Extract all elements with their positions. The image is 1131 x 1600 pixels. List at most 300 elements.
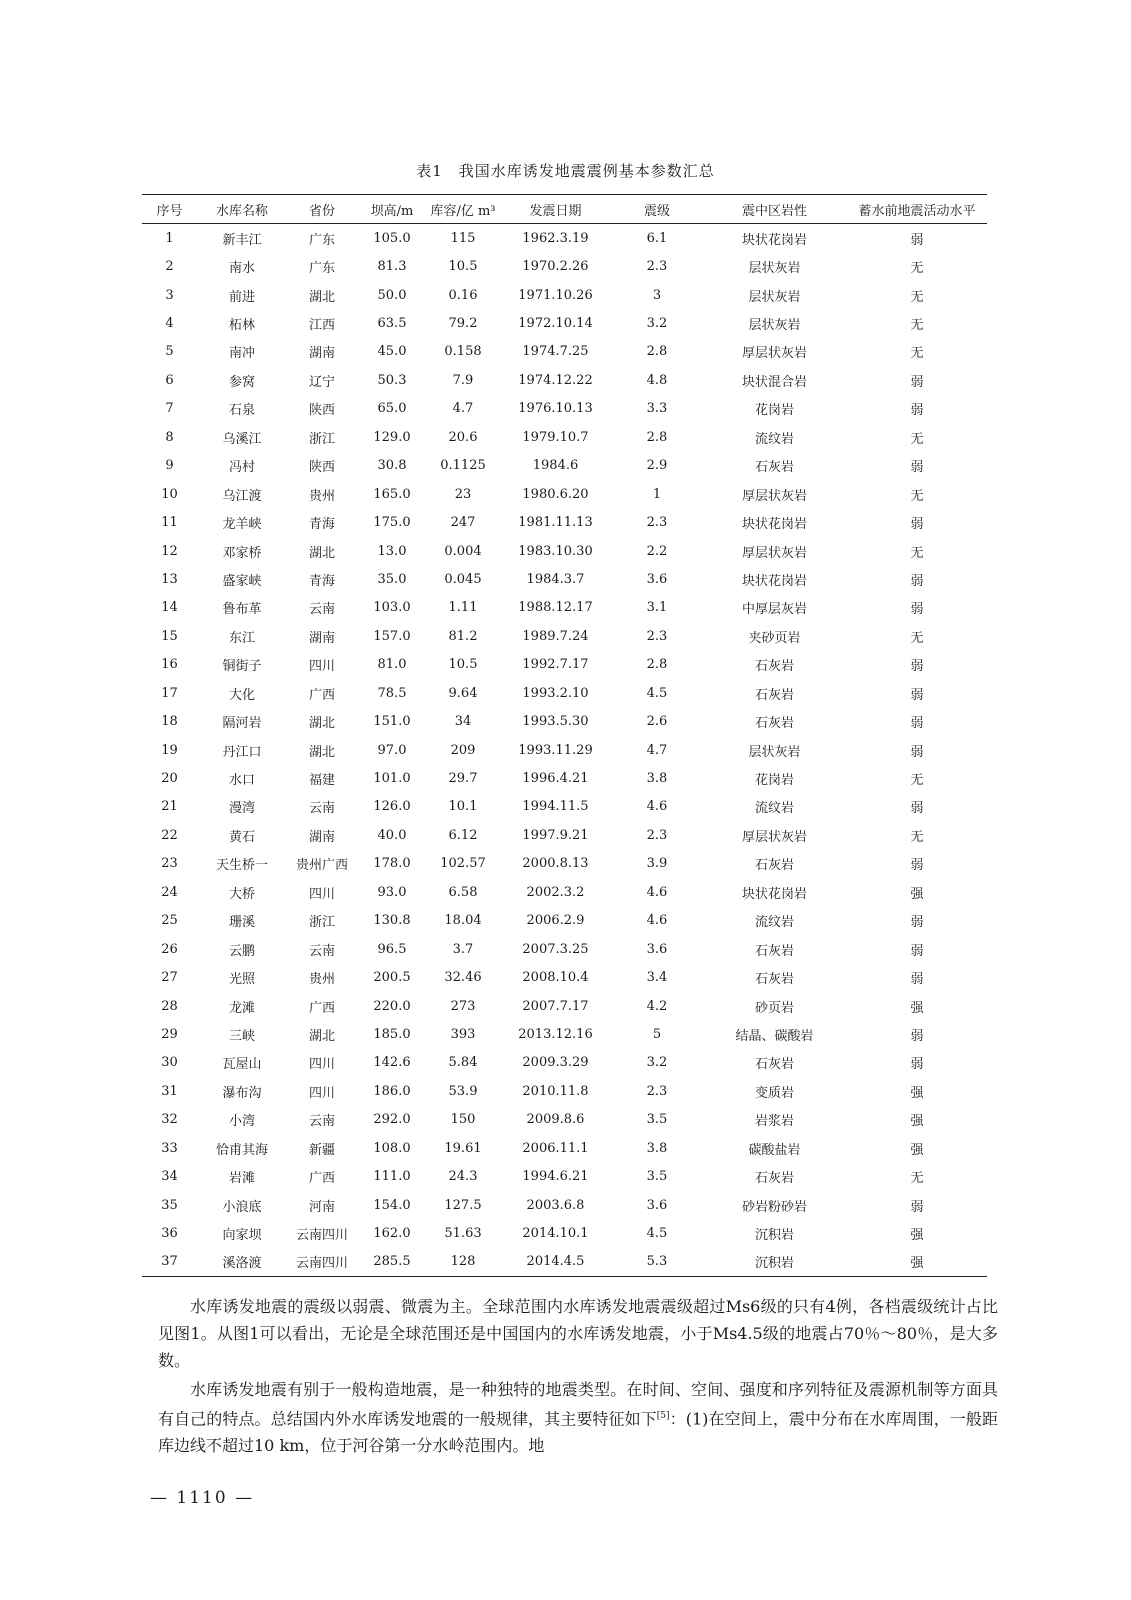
- table-cell: 厚层状灰岩: [741, 545, 807, 561]
- table-cell: 2.3: [646, 1083, 668, 1099]
- table-cell: 福建: [308, 773, 335, 789]
- table-cell: 23: [454, 486, 472, 502]
- table-cell: 20.6: [448, 429, 478, 445]
- header-dam-height: 坝高/m: [357, 195, 427, 224]
- table-row: [142, 622, 987, 650]
- page-number: — 1110 —: [150, 1488, 255, 1508]
- table-cell: 3.8: [646, 1140, 668, 1156]
- table-cell: 165.0: [373, 486, 411, 502]
- table-cell: 4.7: [646, 742, 668, 758]
- table-cell: 126.0: [373, 799, 411, 815]
- table-cell: 湖南: [308, 829, 335, 845]
- table-cell: 1974.12.22: [518, 372, 593, 388]
- table-cell: 6.58: [448, 884, 478, 900]
- table-cell: 102.57: [440, 856, 486, 872]
- table-cell: 湖南: [308, 630, 335, 646]
- table-row: [142, 1049, 987, 1077]
- table-cell: 广西: [308, 1171, 335, 1187]
- table-cell: 24: [161, 884, 178, 900]
- table-cell: 273: [450, 998, 476, 1014]
- table-cell: 5: [165, 344, 174, 360]
- table-cell: 1994.6.21: [522, 1169, 589, 1185]
- table-cell: 水口: [228, 773, 255, 789]
- table-cell: 13.0: [377, 543, 407, 559]
- table-cell: 块状花岗岩: [741, 232, 807, 248]
- table-cell: 无: [910, 829, 924, 845]
- body-paragraph-2: [158, 1376, 998, 1459]
- table-cell: 沉积岩: [702, 1248, 847, 1277]
- table-cell: 50.3: [377, 372, 407, 388]
- table-cell: 93.0: [377, 884, 407, 900]
- table-cell: 128: [427, 1248, 499, 1277]
- header-capacity: 库容/亿 m³: [427, 195, 499, 224]
- table-cell: 10.1: [448, 799, 478, 815]
- table-cell: 层状灰岩: [748, 289, 801, 305]
- table-cell: 2.9: [646, 458, 668, 474]
- table-cell: 广西: [308, 687, 335, 703]
- table-cell: 珊溪: [228, 915, 255, 931]
- header-province: 省份: [287, 195, 357, 224]
- table-cell: 0.1125: [440, 458, 486, 474]
- table-cell: 无: [910, 630, 924, 646]
- table-cell: 强: [847, 1248, 987, 1277]
- table-cell: 广东: [308, 261, 335, 277]
- table-cell: 块状花岗岩: [741, 573, 807, 589]
- table-cell: 溪洛渡: [197, 1248, 287, 1277]
- table-cell: 20: [161, 771, 178, 787]
- table-cell: 弱: [910, 573, 924, 589]
- table-cell: 2.3: [646, 259, 668, 275]
- table-cell: 瀑布沟: [222, 1085, 262, 1101]
- table-cell: 78.5: [377, 685, 407, 701]
- table-cell: 101.0: [373, 771, 411, 787]
- table-cell: 岩浆岩: [754, 1114, 794, 1130]
- header-reservoir-name: 水库名称: [197, 195, 287, 224]
- table-cell: 弱: [910, 659, 924, 675]
- table-cell: 浙江: [308, 915, 335, 931]
- table-cell: 砂页岩: [754, 1000, 794, 1016]
- table-cell: 51.63: [444, 1226, 482, 1242]
- table-cell: 2.8: [646, 344, 668, 360]
- table-row: [142, 309, 987, 337]
- table-cell: 3.4: [646, 970, 668, 986]
- table-cell: 4.6: [646, 884, 668, 900]
- table-cell: 无: [910, 346, 924, 362]
- table-cell: 1974.7.25: [522, 344, 589, 360]
- table-row: [142, 480, 987, 508]
- table-cell: 湖南: [308, 346, 335, 362]
- table-row: [142, 395, 987, 423]
- table-cell: 142.6: [373, 1055, 411, 1071]
- table-cell: 9.64: [448, 685, 478, 701]
- table-cell: 流纹岩: [754, 915, 794, 931]
- table-cell: 弱: [910, 744, 924, 760]
- table-cell: 新疆: [308, 1142, 335, 1158]
- table-cell: 2007.3.25: [522, 941, 589, 957]
- table-cell: 1972.10.14: [518, 316, 593, 332]
- table-cell: 24.3: [448, 1169, 478, 1185]
- table-cell: 34: [161, 1169, 178, 1185]
- table-cell: 弱: [910, 801, 924, 817]
- table-header-row: [142, 195, 987, 224]
- table-cell: 弱: [910, 716, 924, 732]
- table-cell: 7: [165, 401, 174, 417]
- table-cell: 弱: [910, 232, 924, 248]
- table-cell: 鲁布革: [222, 602, 262, 618]
- table-cell: 广东: [308, 232, 335, 248]
- paragraph-2-continued: ：(1)在空间上，震中分布在水库周围，一般距库边线不超过10 km，位于河谷第一分水岭范围内。地: [158, 1409, 998, 1456]
- table-cell: 5: [652, 1026, 662, 1042]
- table-cell: 石灰岩: [754, 858, 794, 874]
- table-cell: 32.46: [444, 970, 482, 986]
- table-cell: 四川: [308, 1057, 335, 1073]
- table-cell: 隔河岩: [222, 716, 262, 732]
- table-cell: 3.6: [646, 571, 668, 587]
- table-cell: 3.9: [646, 856, 668, 872]
- table-cell: 34: [454, 714, 472, 730]
- table-cell: 弱: [910, 1199, 924, 1215]
- table-cell: 63.5: [377, 316, 407, 332]
- table-cell: 50.0: [377, 287, 407, 303]
- table-cell: 0.045: [444, 571, 482, 587]
- table-cell: 厚层状灰岩: [741, 346, 807, 362]
- body-paragraph-1: 水库诱发地震的震级以弱震、微震为主。全球范围内水库诱发地震震级超过Ms6级的只有4例，各档震级统计占比见图1。从图1可以看出，无论是全球范围还是中国国内的水库诱发地震，小于Ms4.5级的地震占70％～80％，是大多数。: [158, 1297, 998, 1370]
- table-cell: 53.9: [448, 1083, 478, 1099]
- table-row: [142, 821, 987, 849]
- table-cell: 强: [910, 1228, 924, 1244]
- table-cell: 弱: [910, 687, 924, 703]
- table-cell: 南冲: [228, 346, 255, 362]
- table-cell: 向家坝: [222, 1228, 262, 1244]
- table-cell: 云南: [308, 1114, 335, 1130]
- table-cell: 无: [910, 488, 924, 504]
- table-cell: 29: [161, 1026, 178, 1042]
- table-row: [142, 1248, 987, 1277]
- table-row: [142, 224, 987, 253]
- table-cell: 35.0: [377, 571, 407, 587]
- table-cell: 3: [652, 287, 662, 303]
- table-cell: 1993.11.29: [518, 742, 593, 758]
- table-row: [142, 850, 987, 878]
- table-row: [142, 452, 987, 480]
- table-cell: 铜街子: [222, 659, 262, 675]
- table-row: [142, 252, 987, 280]
- table-cell: 盛家峡: [222, 573, 262, 589]
- table-row: [142, 679, 987, 707]
- table-cell: 2013.12.16: [518, 1026, 593, 1042]
- table-cell: 130.8: [373, 913, 411, 929]
- table-cell: 5.3: [612, 1248, 702, 1277]
- table-cell: 砂岩粉砂岩: [741, 1199, 807, 1215]
- table-cell: 江西: [308, 318, 335, 334]
- table-row: [142, 1162, 987, 1190]
- table-row: [142, 281, 987, 309]
- table-cell: 175.0: [373, 515, 411, 531]
- table-cell: 3.6: [646, 1197, 668, 1213]
- table-cell: 无: [910, 773, 924, 789]
- table-cell: 四川: [308, 1085, 335, 1101]
- table-cell: 2003.6.8: [526, 1197, 585, 1213]
- table-cell: 3.6: [646, 941, 668, 957]
- table-cell: 新丰江: [222, 232, 262, 248]
- table-cell: 块状花岗岩: [741, 517, 807, 533]
- table-cell: 1993.5.30: [522, 714, 589, 730]
- table-cell: 广西: [308, 1000, 335, 1016]
- table-cell: 105.0: [373, 230, 411, 246]
- table-cell: 209: [450, 742, 476, 758]
- table-cell: 弱: [910, 1057, 924, 1073]
- seismic-cases-table: [142, 194, 987, 1277]
- table-cell: 7.9: [452, 372, 474, 388]
- table-cell: 弱: [910, 602, 924, 618]
- table-cell: 湖北: [308, 1028, 335, 1044]
- table-cell: 26: [161, 941, 178, 957]
- table-cell: 1976.10.13: [518, 401, 593, 417]
- table-cell: 19: [161, 742, 178, 758]
- table-cell: 162.0: [373, 1226, 411, 1242]
- table-row: [142, 423, 987, 451]
- table-cell: 32: [161, 1112, 178, 1128]
- table-cell: 乌溪江: [222, 431, 262, 447]
- table-cell: 2014.4.5: [499, 1248, 612, 1277]
- table-cell: 18.04: [444, 913, 482, 929]
- table-cell: 石泉: [228, 403, 255, 419]
- table-cell: 3.5: [646, 1112, 668, 1128]
- table-cell: 石灰岩: [754, 460, 794, 476]
- table-cell: 4.8: [646, 372, 668, 388]
- table-cell: 1988.12.17: [518, 600, 593, 616]
- table-cell: 3.8: [646, 771, 668, 787]
- table-cell: 37: [142, 1248, 197, 1277]
- table-cell: 南水: [228, 261, 255, 277]
- table-cell: 3.2: [646, 1055, 668, 1071]
- table-cell: 湖北: [308, 744, 335, 760]
- table-cell: 1984.3.7: [526, 571, 585, 587]
- table-cell: 层状灰岩: [748, 318, 801, 334]
- table-cell: 108.0: [373, 1140, 411, 1156]
- table-cell: 天生桥一: [215, 858, 268, 874]
- table-cell: 1997.9.21: [522, 827, 589, 843]
- table-cell: 石灰岩: [754, 716, 794, 732]
- table-cell: 花岗岩: [754, 403, 794, 419]
- table-cell: 石灰岩: [754, 1171, 794, 1187]
- table-cell: 4.7: [452, 401, 474, 417]
- table-cell: 1983.10.30: [518, 543, 593, 559]
- table-cell: 云南: [308, 801, 335, 817]
- table-cell: 云南四川: [287, 1248, 357, 1277]
- table-cell: 1996.4.21: [522, 771, 589, 787]
- table-cell: 33: [161, 1140, 178, 1156]
- table-cell: 强: [910, 1142, 924, 1158]
- table-cell: 龙羊峡: [222, 517, 262, 533]
- table-row: [142, 764, 987, 792]
- table-cell: 小浪底: [222, 1199, 262, 1215]
- table-cell: 2.8: [646, 429, 668, 445]
- table-cell: 96.5: [377, 941, 407, 957]
- table-cell: 2.6: [646, 714, 668, 730]
- table-cell: 31: [161, 1083, 178, 1099]
- table-cell: 4.6: [646, 913, 668, 929]
- table-cell: 黄石: [228, 829, 255, 845]
- table-cell: 漫湾: [228, 801, 255, 817]
- table-cell: 2010.11.8: [522, 1083, 589, 1099]
- table-row: [142, 935, 987, 963]
- table-cell: 东江: [228, 630, 255, 646]
- table-cell: 103.0: [373, 600, 411, 616]
- table-cell: 弱: [910, 858, 924, 874]
- table-cell: 2006.2.9: [526, 913, 585, 929]
- paragraph-2-text: 水库诱发地震有别于一般构造地震，是一种独特的地震类型。在时间、空间、强度和序列特征及震源机制等方面具有自己的特点。总结国内外水库诱发地震的一般规律，其主要特征如下: [158, 1380, 998, 1429]
- table-cell: 35: [161, 1197, 178, 1213]
- table-cell: 292.0: [373, 1112, 411, 1128]
- table-cell: 150: [450, 1112, 476, 1128]
- table-cell: 1979.10.7: [522, 429, 589, 445]
- header-magnitude: 震级: [612, 195, 702, 224]
- table-cell: 220.0: [373, 998, 411, 1014]
- table-cell: 岩滩: [228, 1171, 255, 1187]
- table-cell: 云南四川: [295, 1228, 348, 1244]
- table-cell: 21: [161, 799, 178, 815]
- table-cell: 129.0: [373, 429, 411, 445]
- table-cell: 1993.2.10: [522, 685, 589, 701]
- table-cell: 1994.11.5: [522, 799, 589, 815]
- table-cell: 14: [161, 600, 178, 616]
- table-row: [142, 707, 987, 735]
- table-cell: 无: [910, 289, 924, 305]
- table-cell: 2.3: [646, 827, 668, 843]
- table-cell: 浙江: [308, 431, 335, 447]
- table-cell: 1992.7.17: [522, 657, 589, 673]
- table-cell: 弱: [910, 943, 924, 959]
- table-cell: 2009.3.29: [522, 1055, 589, 1071]
- table-cell: 178.0: [373, 856, 411, 872]
- table-cell: 115: [450, 230, 476, 246]
- table-cell: 1981.11.13: [518, 515, 593, 531]
- table-cell: 石灰岩: [754, 659, 794, 675]
- table-cell: 1962.3.19: [522, 230, 589, 246]
- table-cell: 17: [161, 685, 178, 701]
- header-pre-activity: 蓄水前地震活动水平: [847, 195, 987, 224]
- table-row: [142, 1106, 987, 1134]
- table-row: [142, 565, 987, 593]
- table-cell: 花岗岩: [754, 773, 794, 789]
- table-cell: 云鹏: [228, 943, 255, 959]
- table-cell: 81.2: [448, 628, 478, 644]
- table-caption: 表1 我国水库诱发地震震例基本参数汇总: [416, 162, 715, 180]
- table-row: [142, 366, 987, 394]
- table-cell: 石灰岩: [754, 972, 794, 988]
- table-cell: 1984.6: [532, 458, 579, 474]
- table-cell: 恰甫其海: [215, 1142, 268, 1158]
- table-cell: 湖北: [308, 545, 335, 561]
- table-cell: 2006.11.1: [522, 1140, 589, 1156]
- table-cell: 0.004: [444, 543, 482, 559]
- header-quake-date: 发震日期: [499, 195, 612, 224]
- table-row: [142, 338, 987, 366]
- table-cell: 15: [161, 628, 178, 644]
- table-cell: 393: [450, 1026, 476, 1042]
- table-row: [142, 594, 987, 622]
- table-cell: 陕西: [308, 460, 335, 476]
- table-cell: 27: [161, 970, 178, 986]
- table-cell: 19.61: [444, 1140, 482, 1156]
- table-cell: 邓家桥: [222, 545, 262, 561]
- table-cell: 弱: [910, 403, 924, 419]
- table-cell: 1971.10.26: [518, 287, 593, 303]
- table-cell: 无: [910, 318, 924, 334]
- table-cell: 龙滩: [228, 1000, 255, 1016]
- table-cell: 45.0: [377, 344, 407, 360]
- table-cell: 弱: [910, 460, 924, 476]
- table-row: [142, 907, 987, 935]
- table-cell: 石灰岩: [754, 943, 794, 959]
- table-cell: 冯村: [228, 460, 255, 476]
- table-cell: 40.0: [377, 827, 407, 843]
- table-cell: 0.158: [444, 344, 482, 360]
- table-cell: 111.0: [373, 1169, 411, 1185]
- table-cell: 小湾: [228, 1114, 255, 1130]
- table-cell: 中厚层灰岩: [741, 602, 807, 618]
- table-cell: 151.0: [373, 714, 411, 730]
- table-cell: 5.84: [448, 1055, 478, 1071]
- table-cell: 大桥: [228, 886, 255, 902]
- table-row: [142, 651, 987, 679]
- table-cell: 夹砂页岩: [748, 630, 801, 646]
- table-cell: 无: [910, 545, 924, 561]
- table-cell: 三峡: [228, 1028, 255, 1044]
- table-cell: 大化: [228, 687, 255, 703]
- table-cell: 186.0: [373, 1083, 411, 1099]
- table-cell: 81.0: [377, 657, 407, 673]
- table-cell: 层状灰岩: [748, 261, 801, 277]
- table-cell: 丹江口: [222, 744, 262, 760]
- table-cell: 强: [910, 886, 924, 902]
- table-cell: 贵州: [308, 972, 335, 988]
- table-cell: 2009.8.6: [526, 1112, 585, 1128]
- table-cell: 参窝: [228, 374, 255, 390]
- table-cell: 2008.10.4: [522, 970, 589, 986]
- table-cell: 3.3: [646, 401, 668, 417]
- table-cell: 1970.2.26: [522, 259, 589, 275]
- table-cell: 6: [165, 372, 174, 388]
- table-cell: 结晶、碳酸岩: [735, 1028, 814, 1044]
- table-row: [142, 736, 987, 764]
- table-cell: 4.5: [646, 1226, 668, 1242]
- citation-ref: [5]: [656, 1411, 670, 1421]
- table-cell: 弱: [910, 1028, 924, 1044]
- table-cell: 28: [161, 998, 178, 1014]
- table-cell: 1: [165, 230, 174, 246]
- table-cell: 弱: [910, 915, 924, 931]
- table-cell: 1: [652, 486, 662, 502]
- table-cell: 2014.10.1: [522, 1226, 589, 1242]
- table-cell: 12: [161, 543, 178, 559]
- table-cell: 2.8: [646, 657, 668, 673]
- table-cell: 无: [910, 261, 924, 277]
- table-cell: 2002.3.2: [526, 884, 585, 900]
- table-cell: 2.3: [646, 515, 668, 531]
- table-cell: 强: [910, 1085, 924, 1101]
- table-cell: 4.5: [646, 685, 668, 701]
- table-cell: 30.8: [377, 458, 407, 474]
- table-cell: 湖北: [308, 289, 335, 305]
- table-cell: 流纹岩: [754, 431, 794, 447]
- table-cell: 3.5: [646, 1169, 668, 1185]
- table-cell: 强: [910, 1000, 924, 1016]
- table-cell: 石灰岩: [754, 1057, 794, 1073]
- table-cell: 247: [450, 515, 476, 531]
- table-cell: 贵州: [308, 488, 335, 504]
